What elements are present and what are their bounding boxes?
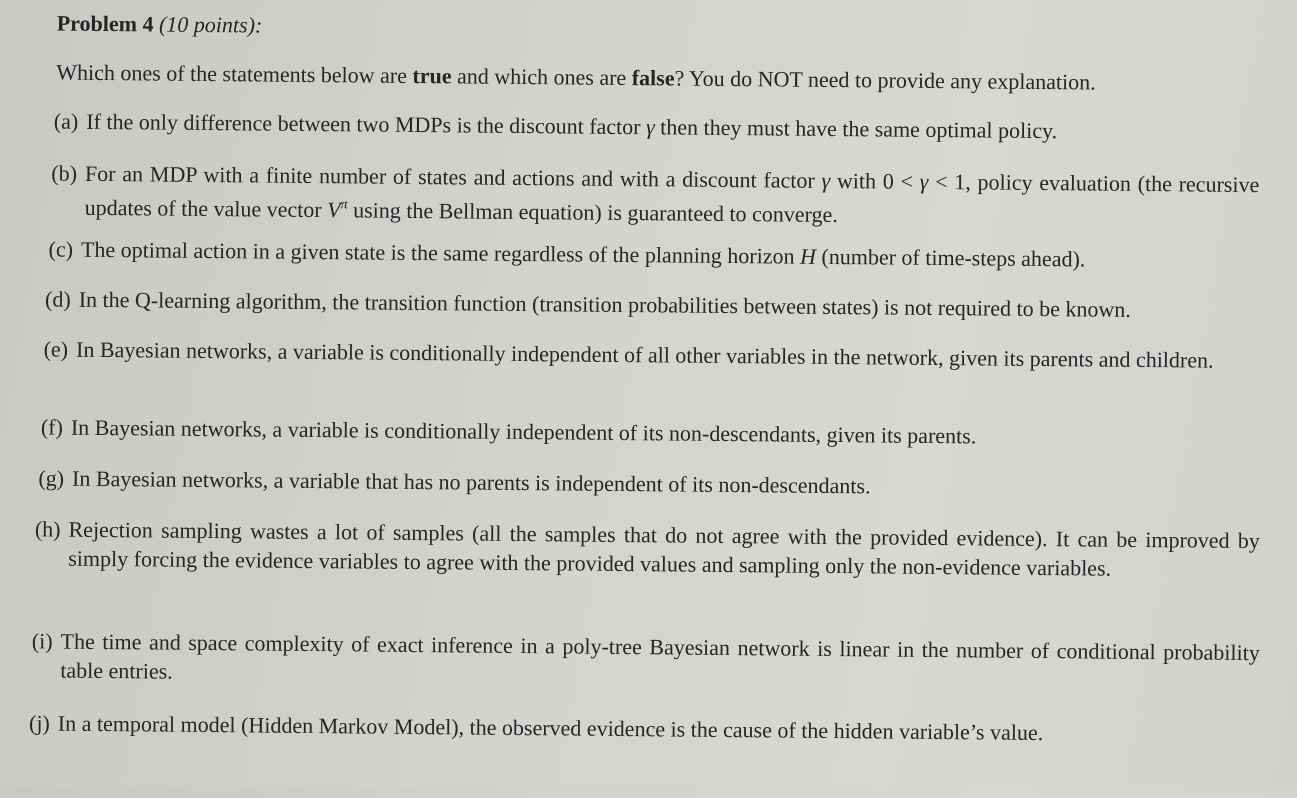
statement-c-pre: The optimal action in a given state is the same regardless of the planning horizon (80, 236, 801, 269)
statement-text: In a temporal model (Hidden Markov Model), the observed evidence is the cause of the hidden variable’s value. (57, 710, 1044, 746)
instructions-true-word: true (412, 62, 452, 89)
statement-label: (f) (40, 414, 64, 440)
instructions-part-3: ? You do NOT need to provide any explanation. (674, 65, 1096, 95)
statement-b-mid-1: with 0 < (830, 167, 920, 194)
statement-g (38, 463, 1238, 504)
instructions (56, 59, 1236, 98)
gamma-symbol: γ (645, 114, 655, 140)
statement-j (29, 708, 1239, 749)
statement-label: (c) (48, 236, 74, 262)
statement-a-post: then they must have the same optimal policy. (654, 114, 1058, 144)
statement-text: Rejection sampling wastes a lot of samples (all the samples that do not agree with the provided evidence). It can be improved by simply forcing the evidence variables to agree with the provided values and sampling only the non-evidence variables. (68, 516, 1260, 581)
statement-e (44, 334, 1260, 375)
statement-label: (a) (53, 108, 79, 134)
statement-label: (i) (31, 628, 53, 654)
statement-f (41, 412, 1241, 453)
statement-label: (g) (38, 465, 65, 491)
statement-b (51, 159, 1260, 234)
statement-b-post: using the Bellman equation) is guaranteed to converge. (347, 197, 838, 228)
pi-superscript: π (340, 197, 348, 213)
statement-label: (d) (45, 286, 71, 312)
statement-d (45, 284, 1260, 325)
statement-b-pre: For an MDP with a finite number of states and actions and with a discount factor (84, 160, 822, 193)
statement-a-pre: If the only difference between two MDPs is the discount factor (86, 108, 647, 140)
statement-text (85, 159, 1260, 233)
statement-b-mid-2: < 1, policy evaluation (the recursive updates of the value vector (84, 168, 1260, 223)
statement-text: In Bayesian networks, a variable is conditionally independent of all other variables in the network, given its parents and children. (75, 336, 1214, 373)
problem-points: (10 points): (158, 11, 263, 38)
statement-label: (b) (51, 160, 78, 186)
statement-text (86, 107, 1234, 147)
statement-label: (e) (43, 336, 69, 362)
horizon-symbol: H (799, 243, 817, 269)
gamma-symbol: γ (919, 168, 929, 194)
problem-title: Problem 4 (56, 10, 154, 37)
statement-i (31, 626, 1260, 696)
gamma-symbol: γ (821, 167, 831, 193)
instructions-false-word: false (631, 65, 675, 91)
statement-c-post: (number of time-steps ahead). (815, 243, 1086, 272)
statement-h (35, 514, 1261, 584)
statement-text: In the Q-learning algorithm, the transition function (transition probabilities between states) is not required to be known. (78, 286, 1131, 322)
statement-text: In Bayesian networks, a variable is conditionally independent of its non-descendants, given its parents. (70, 414, 977, 449)
statement-text: The time and space complexity of exact inference in a poly-tree Bayesian network is linear in the number of conditional probability table entries. (60, 628, 1260, 684)
statement-c (48, 234, 1238, 274)
statement-a (54, 107, 1234, 147)
instructions-part-1: Which ones of the statements below are (56, 59, 413, 88)
problem-header (57, 11, 263, 39)
statement-text: In Bayesian networks, a variable that has no parents is independent of its non-descendants. (71, 465, 871, 499)
statement-label: (j) (28, 710, 50, 736)
statement-label: (h) (34, 516, 61, 542)
instructions-part-2: and which ones are (451, 63, 632, 91)
statement-text (81, 235, 1239, 275)
value-vector-symbol: V (327, 197, 341, 223)
